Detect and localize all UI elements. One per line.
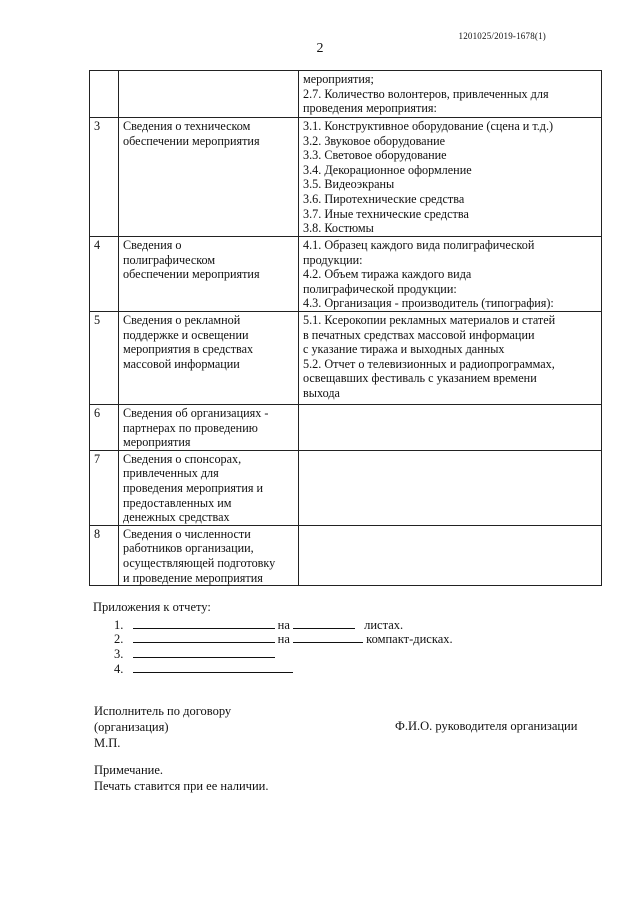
attachment-row-3 bbox=[114, 646, 275, 662]
row-item-line: 4.1. Образец каждого вида полиграфической bbox=[303, 238, 535, 252]
row-title bbox=[119, 450, 299, 525]
row-title-line: проведения мероприятия и bbox=[123, 480, 264, 495]
executor-block bbox=[94, 703, 231, 751]
row-item-line: 5.2. Отчет о телевизионных и радиопрограммах, bbox=[303, 356, 555, 371]
row-title-line: осуществляющей подготовку bbox=[123, 555, 276, 570]
table-row bbox=[90, 237, 602, 312]
row-title bbox=[119, 525, 299, 585]
table-row bbox=[90, 311, 602, 404]
row-title-line: Сведения о численности bbox=[123, 526, 251, 541]
document-number: 1201025/2019-1678(1) bbox=[458, 31, 546, 41]
row-item-line: 3.6. Пиротехнические средства bbox=[303, 191, 465, 206]
row-item-line: 4.3. Организация - производитель (типография): bbox=[303, 296, 554, 311]
attachment-row-4 bbox=[114, 661, 293, 677]
table-row bbox=[90, 450, 602, 525]
attachment-blank[interactable] bbox=[133, 661, 293, 673]
attachment-na: на bbox=[277, 632, 290, 646]
table-row bbox=[90, 525, 602, 585]
row-item-line: 2.7. Количество волонтеров, привлеченных для bbox=[303, 86, 549, 101]
row-item-line: 3.4. Декорационное оформление bbox=[303, 162, 472, 177]
table-row bbox=[90, 404, 602, 450]
row-number: 7 bbox=[90, 450, 119, 525]
row-title-line: обеспечении мероприятия bbox=[123, 133, 260, 148]
row-item-line: 3.7. Иные технические средства bbox=[303, 206, 469, 221]
row-title-line: мероприятия bbox=[123, 435, 191, 450]
row-items bbox=[299, 71, 602, 118]
attachment-number: 1. bbox=[114, 618, 124, 632]
row-number: 5 bbox=[90, 311, 119, 404]
row-title bbox=[119, 71, 299, 118]
row-title-line: полиграфическом bbox=[123, 252, 216, 267]
attachment-number: 2. bbox=[114, 632, 124, 646]
row-item-line: освещавших фестиваль с указанием времени bbox=[303, 371, 537, 386]
attachment-number: 4. bbox=[114, 662, 124, 676]
row-item-line: проведения мероприятия: bbox=[303, 101, 437, 116]
row-title-line: предоставленных им bbox=[123, 495, 232, 510]
row-item-line: в печатных средствах массовой информации bbox=[303, 327, 535, 342]
head-fio-label: Ф.И.О. руководителя организации bbox=[395, 719, 578, 733]
row-number: 3 bbox=[90, 118, 119, 237]
row-title bbox=[119, 311, 299, 404]
row-title-line: денежных средствах bbox=[123, 510, 230, 525]
attachments-title: Приложения к отчету: bbox=[93, 600, 211, 614]
note-title: Примечание. bbox=[94, 763, 164, 777]
row-item-line: 3.5. Видеоэкраны bbox=[303, 177, 395, 192]
row-item-line: 3.3. Световое оборудование bbox=[303, 148, 447, 163]
row-number bbox=[90, 71, 119, 118]
note-text: Печать ставится при ее наличии. bbox=[94, 779, 269, 793]
row-title-line: Сведения о спонсорах, bbox=[123, 451, 242, 466]
row-item-line: 4.2. Объем тиража каждого вида bbox=[303, 267, 472, 282]
row-title bbox=[119, 237, 299, 312]
attachment-blank[interactable] bbox=[133, 631, 275, 643]
row-number: 6 bbox=[90, 404, 119, 450]
row-item-line: с указание тиража и выходных данных bbox=[303, 342, 505, 357]
attachment-na: на bbox=[277, 618, 290, 632]
executor-label: Исполнитель по договору bbox=[94, 704, 232, 718]
report-table bbox=[89, 70, 602, 586]
page-number: 2 bbox=[316, 41, 324, 56]
row-title-line: Сведения о техническом bbox=[123, 119, 251, 133]
organization-label: (организация) bbox=[94, 720, 169, 734]
row-title bbox=[119, 404, 299, 450]
table-row bbox=[90, 71, 602, 118]
row-item-line: 3.1. Конструктивное оборудование (сцена и т.д.) bbox=[303, 119, 554, 133]
row-title-line: мероприятия в средствах bbox=[123, 342, 254, 357]
row-items bbox=[299, 118, 602, 237]
row-item-line: 3.8. Костюмы bbox=[303, 221, 374, 236]
stamp-place: М.П. bbox=[94, 736, 121, 750]
row-items bbox=[299, 404, 602, 450]
row-item-line: выхода bbox=[303, 385, 340, 400]
row-title-line: Сведения о bbox=[123, 238, 182, 252]
row-title-line: обеспечении мероприятия bbox=[123, 267, 260, 282]
attachment-blank[interactable] bbox=[133, 646, 275, 658]
row-item-line: мероприятия; bbox=[303, 72, 374, 86]
row-items bbox=[299, 237, 602, 312]
attachment-count-blank[interactable] bbox=[293, 617, 355, 629]
row-items bbox=[299, 525, 602, 585]
row-item-line: 5.1. Ксерокопии рекламных материалов и статей bbox=[303, 312, 556, 327]
row-item-line: продукции: bbox=[303, 252, 363, 267]
row-title-line: и проведение мероприятия bbox=[123, 570, 263, 585]
row-item-line: 3.2. Звуковое оборудование bbox=[303, 133, 446, 148]
row-items bbox=[299, 450, 602, 525]
row-items bbox=[299, 311, 602, 404]
row-title-line: Сведения об организациях - bbox=[123, 405, 269, 420]
attachment-unit: компакт-дисках. bbox=[366, 632, 453, 646]
row-number: 4 bbox=[90, 237, 119, 312]
row-title-line: работников организации, bbox=[123, 541, 254, 556]
attachment-number: 3. bbox=[114, 647, 124, 661]
note-block bbox=[94, 762, 268, 794]
attachment-count-blank[interactable] bbox=[293, 631, 363, 643]
row-title-line: привлеченных для bbox=[123, 466, 219, 481]
attachment-blank[interactable] bbox=[133, 617, 275, 629]
row-title bbox=[119, 118, 299, 237]
row-title-line: массовой информации bbox=[123, 356, 240, 371]
row-title-line: Сведения о рекламной bbox=[123, 312, 241, 327]
row-title-line: партнерах по проведению bbox=[123, 420, 258, 435]
row-item-line: полиграфической продукции: bbox=[303, 281, 457, 296]
row-number: 8 bbox=[90, 525, 119, 585]
attachment-row-2 bbox=[114, 631, 453, 647]
table-row bbox=[90, 118, 602, 237]
row-title-line: поддержке и освещении bbox=[123, 327, 249, 342]
attachment-unit: листах. bbox=[364, 618, 404, 632]
